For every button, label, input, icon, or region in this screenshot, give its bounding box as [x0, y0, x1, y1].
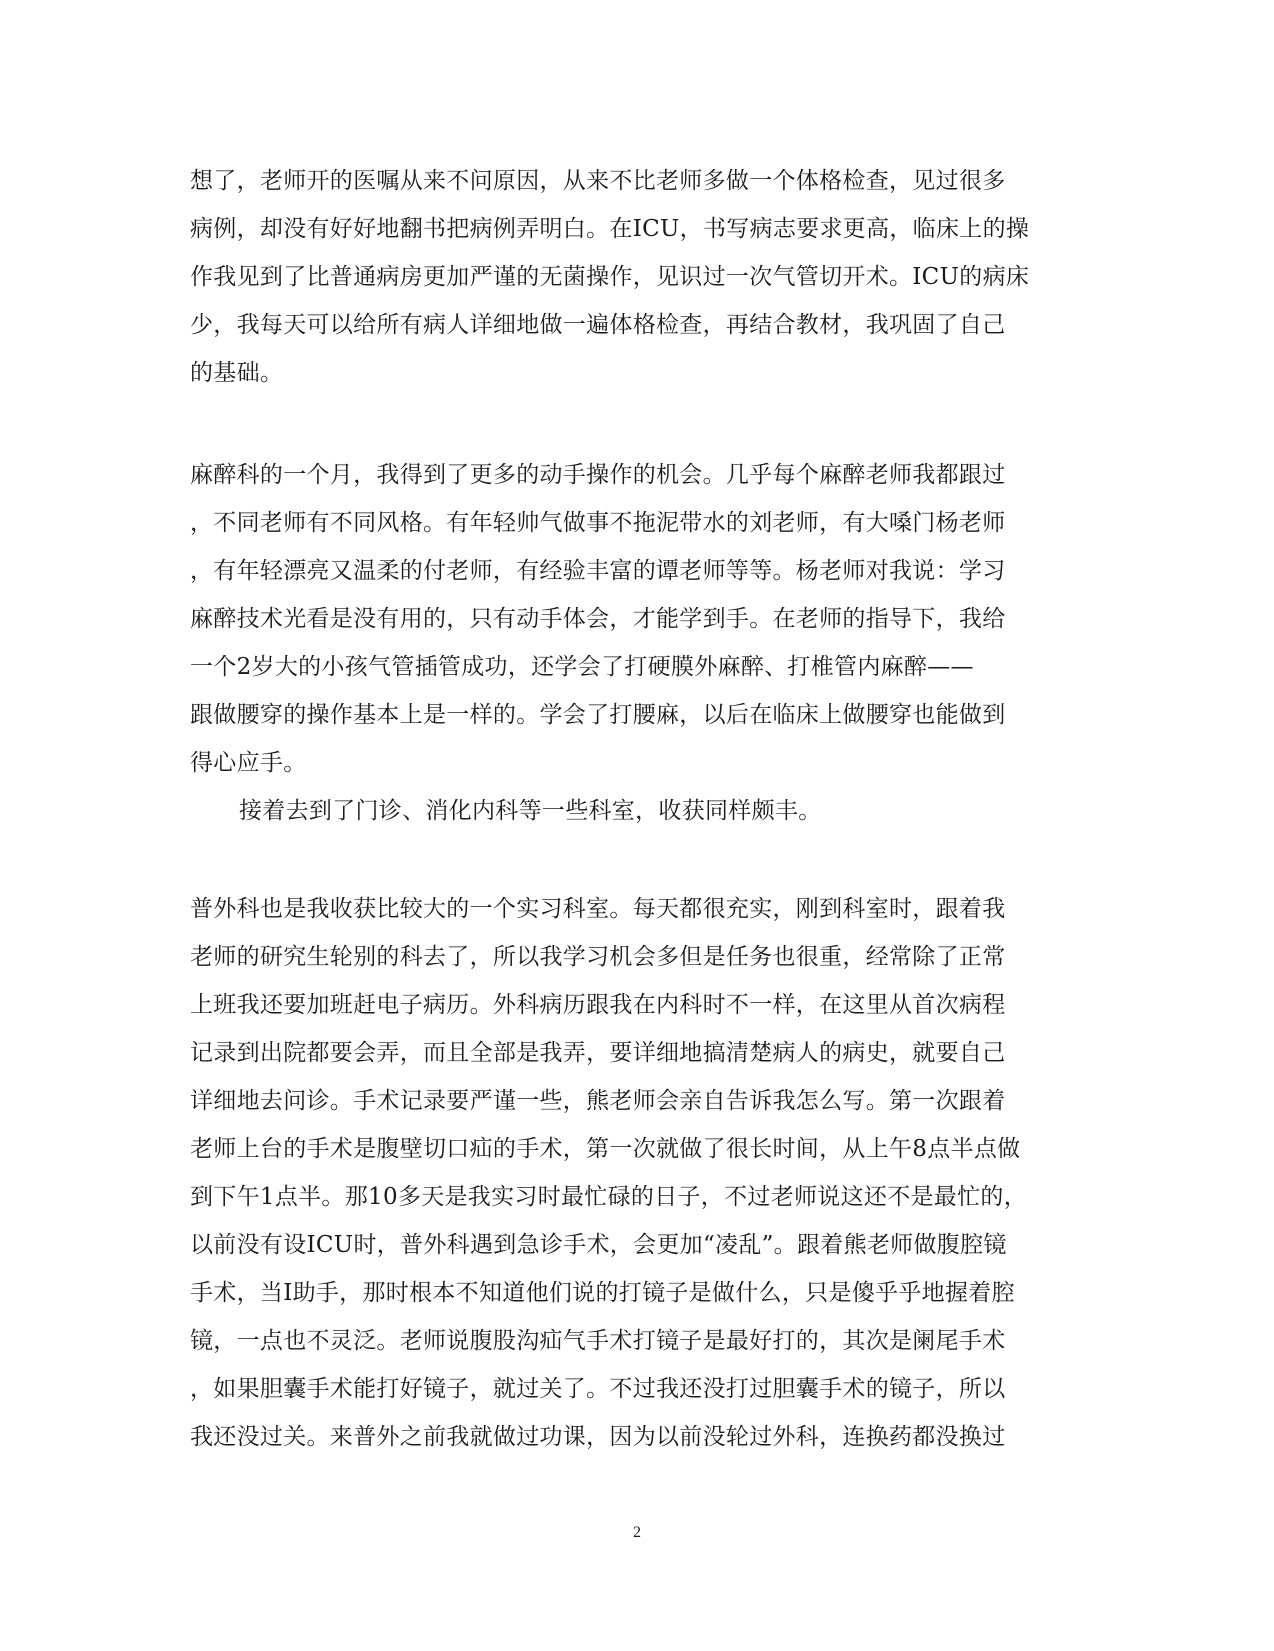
text-line: 我还没过关。来普外之前我就做过功课，因为以前没轮过外科，连换药都没换过	[190, 1424, 1006, 1450]
text-line: 想了，老师开的医嘱从来不问原因，从来不比老师多做一个体格检查，见过很多	[190, 168, 1006, 194]
text-line: ，不同老师有不同风格。有年轻帅气做事不拖泥带水的刘老师，有大嗓门杨老师	[190, 510, 1006, 536]
text-line: 的基础。	[190, 360, 284, 386]
paragraph-general-surgery	[190, 885, 1080, 1461]
text-line: 病例，却没有好好地翻书把病例弄明白。在ICU，书写病志要求更高，临床上的操	[190, 216, 1030, 242]
text-line: 老师的研究生轮别的科去了，所以我学习机会多但是任务也很重，经常除了正常	[190, 944, 1006, 970]
text-line: 普外科也是我收获比较大的一个实习科室。每天都很充实，刚到科室时，跟着我	[190, 896, 1006, 922]
text-line: 一个2岁大的小孩气管插管成功，还学会了打硬膜外麻醉、打椎管内麻醉——	[190, 654, 974, 680]
text-line: 跟做腰穿的操作基本上是一样的。学会了打腰麻，以后在临床上做腰穿也能做到	[190, 702, 1006, 728]
text-line: 到下午1点半。那10多天是我实习时最忙碌的日子，不过老师说这还不是最忙的，	[190, 1184, 1027, 1210]
text-line: 镜，一点也不灵泛。老师说腹股沟疝气手术打镜子是最好打的，其次是阑尾手术	[190, 1328, 1006, 1354]
text-line: 麻醉科的一个月，我得到了更多的动手操作的机会。几乎每个麻醉老师我都跟过	[190, 462, 1006, 488]
text-line: ，有年轻漂亮又温柔的付老师，有经验丰富的谭老师等等。杨老师对我说：学习	[190, 558, 1006, 584]
text-line: 记录到出院都要会弄，而且全部是我弄，要详细地搞清楚病人的病史，就要自己	[190, 1040, 1006, 1066]
page-number: 2	[633, 1524, 641, 1541]
text-line: 以前没有设ICU时，普外科遇到急诊手术，会更加“凌乱”。跟着熊老师做腹腔镜	[190, 1232, 1007, 1258]
text-line: 上班我还要加班赶电子病历。外科病历跟我在内科时不一样，在这里从首次病程	[190, 992, 1006, 1018]
text-line: 作我见到了比普通病房更加严谨的无菌操作，见识过一次气管切开术。ICU的病床	[190, 264, 1030, 290]
paragraph-anesthesia	[190, 451, 1080, 835]
text-line: ，如果胆囊手术能打好镜子，就过关了。不过我还没打过胆囊手术的镜子，所以	[190, 1376, 1006, 1402]
text-line: 详细地去问诊。手术记录要严谨一些，熊老师会亲自告诉我怎么写。第一次跟着	[190, 1088, 1006, 1114]
text-line: 得心应手。	[190, 750, 307, 776]
text-line: 少，我每天可以给所有病人详细地做一遍体格检查，再结合教材，我巩固了自己	[190, 312, 1006, 338]
paragraph-icu	[190, 157, 1080, 397]
text-line: 麻醉技术光看是没有用的，只有动手体会，才能学到手。在老师的指导下，我给	[190, 606, 1006, 632]
text-line-indented: 接着去到了门诊、消化内科等一些科室，收获同样颇丰。	[239, 798, 822, 824]
text-line: 手术，当I助手，那时根本不知道他们说的打镜子是做什么，只是傻乎乎地握着腔	[190, 1280, 1015, 1306]
text-line: 老师上台的手术是腹壁切口疝的手术，第一次就做了很长时间，从上午8点半点做	[190, 1136, 1021, 1162]
